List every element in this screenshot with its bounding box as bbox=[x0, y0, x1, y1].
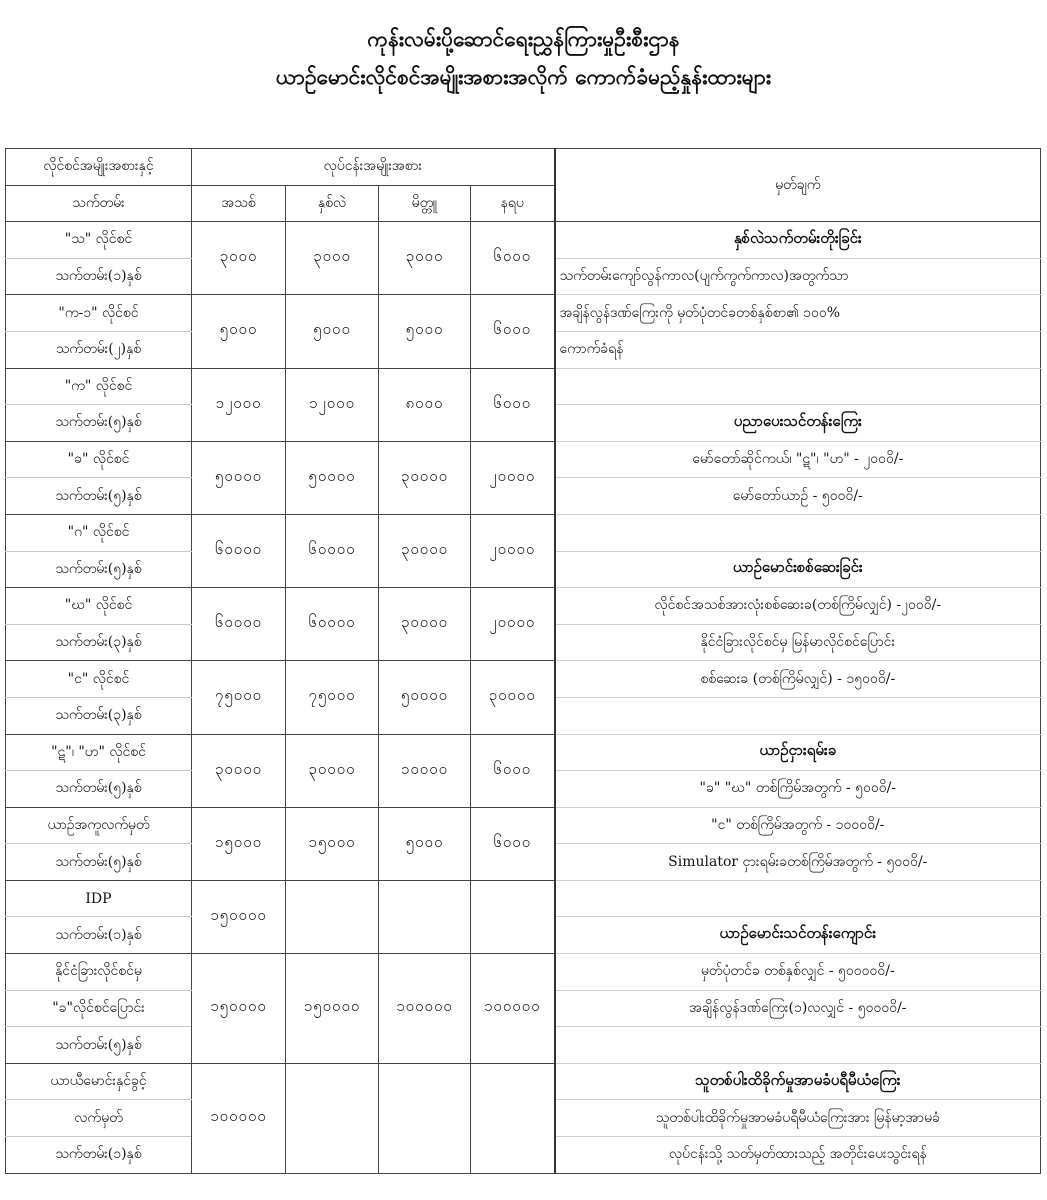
license-type: "သ" လိုင်စင် bbox=[6, 222, 192, 259]
fee-renewal: ၇၅၀၀၀ bbox=[286, 661, 379, 734]
remark-line: အချိန်လွန်ဒဏ်ကြေး(၁)လလျှင် - ၅၀၀၀၀ိ/- bbox=[555, 990, 1041, 1027]
fee-renewal: ၁၅၀၀၀ bbox=[286, 807, 379, 880]
fee-copy: ၅၀၀၀ bbox=[379, 295, 471, 368]
fee-copy: ၃၀၀၀၀ bbox=[379, 588, 471, 661]
license-type: "က" လိုင်စင် bbox=[6, 368, 192, 405]
license-type: ယာယီမောင်းနှင်ခွင့် bbox=[6, 1063, 192, 1100]
fee-copy: ၅၀၀၀ bbox=[379, 807, 471, 880]
fee-new: ၆၀၀၀၀ bbox=[192, 514, 286, 587]
remark-line bbox=[555, 880, 1041, 917]
fee-renewal: ၃၀၀၀၀ bbox=[286, 734, 379, 807]
header-nrp: နရပ bbox=[471, 185, 555, 222]
fee-table bbox=[5, 148, 1041, 1174]
license-validity: သက်တမ်း(၁)နှစ် bbox=[6, 1137, 192, 1174]
remark-line bbox=[555, 1027, 1041, 1064]
fee-nrp bbox=[471, 880, 555, 953]
fee-renewal bbox=[286, 1063, 379, 1173]
remark-line: "ခ" "ဃ" တစ်ကြိမ်အတွက် - ၅၀၀၀ိ/- bbox=[555, 771, 1041, 808]
fee-renewal: ၅၀၀၀၀ bbox=[286, 441, 379, 514]
license-type: "ဃ" လိုင်စင် bbox=[6, 588, 192, 625]
remark-line: အချိန်လွန်ဒဏ်ကြေးကို မှတ်ပုံတင်ခတစ်နှစ်စာ၏ ၁၀၀% bbox=[555, 295, 1041, 332]
remark-heading: ယာဉ်မောင်းစစ်ဆေးခြင်း bbox=[555, 551, 1041, 588]
remark-line: လုပ်ငန်းသို့ သတ်မှတ်ထားသည့် အတိုင်းပေးသွင်းရန် bbox=[555, 1137, 1041, 1174]
fee-new: ၁၅၀၀၀၀ bbox=[192, 954, 286, 1064]
license-validity: သက်တမ်း(၅)နှစ် bbox=[6, 1027, 192, 1064]
remark-line bbox=[555, 697, 1041, 734]
fee-new: ၁၅၀၀၀၀ bbox=[192, 880, 286, 953]
fee-copy: ၃၀၀၀၀ bbox=[379, 441, 471, 514]
fee-copy bbox=[379, 1063, 471, 1173]
license-validity: သက်တမ်း(၁)နှစ် bbox=[6, 917, 192, 954]
remark-line: မော်တော်ယာဉ် - ၅၀၀၀ိ/- bbox=[555, 478, 1041, 515]
fee-new: ၃၀၀၀ bbox=[192, 222, 286, 295]
fee-nrp: ၆၀၀၀ bbox=[471, 734, 555, 807]
remark-heading: ပညာပေးသင်တန်းကြေး bbox=[555, 405, 1041, 442]
remark-line: Simulator ငှားရမ်းခတစ်ကြိမ်အတွက် - ၅၀၀၀ိ/- bbox=[555, 844, 1041, 881]
fee-renewal: ၅၀၀၀ bbox=[286, 295, 379, 368]
document-subtitle: ယာဉ်မောင်းလိုင်စင်အမျိုးအစားအလိုက် ကောက်ခံမည့်နှုန်းထားများ bbox=[275, 65, 772, 89]
fee-copy: ၃၀၀၀၀ bbox=[379, 514, 471, 587]
remark-line: မှတ်ပုံတင်ခ တစ်နှစ်လျှင် - ၅၀၀၀၀၀ိ/- bbox=[555, 954, 1041, 991]
fee-nrp bbox=[471, 1063, 555, 1173]
license-detail: လက်မှတ် bbox=[6, 1100, 192, 1137]
fee-nrp: ၃၀၀၀၀ bbox=[471, 661, 555, 734]
license-validity: သက်တမ်း(၅)နှစ် bbox=[6, 478, 192, 515]
fee-nrp: ၆၀၀၀ bbox=[471, 807, 555, 880]
header-new: အသစ် bbox=[192, 185, 286, 222]
fee-renewal: ၁၅၀၀၀၀ bbox=[286, 954, 379, 1064]
remark-heading: သူတစ်ပါးထိခိုက်မှုအာမခံပရီမီယံကြေး bbox=[555, 1063, 1041, 1100]
fee-nrp: ၂၀၀၀၀ bbox=[471, 588, 555, 661]
license-type: "က-၁" လိုင်စင် bbox=[6, 295, 192, 332]
license-validity: သက်တမ်း(၁)နှစ် bbox=[6, 258, 192, 295]
remark-line: ကောက်ခံရန် bbox=[555, 331, 1041, 368]
header-renewal: နှစ်လဲ bbox=[286, 185, 379, 222]
remark-line: နိုင်ငံခြားလိုင်စင်မှ မြန်မာလိုင်စင်ပြောင်း bbox=[555, 624, 1041, 661]
fee-new: ၅၀၀၀၀ bbox=[192, 441, 286, 514]
remark-line: မော်တော်ဆိုင်ကယ်၊ "ဋ"၊ "ဟ" - ၂၀၀၀ိ/- bbox=[555, 441, 1041, 478]
fee-nrp: ၆၀၀၀ bbox=[471, 222, 555, 295]
license-validity: သက်တမ်း(၃)နှစ် bbox=[6, 624, 192, 661]
fee-nrp: ၆၀၀၀ bbox=[471, 368, 555, 441]
document-title: ကုန်းလမ်းပို့ဆောင်ရေးညွှန်ကြားမှုဦးစီးဌာန bbox=[367, 27, 680, 51]
remark-line: သက်တမ်းကျော်လွန်ကာလ(ပျက်ကွက်ကာလ)အတွက်သာ bbox=[555, 258, 1041, 295]
license-validity: သက်တမ်း(၂)နှစ် bbox=[6, 331, 192, 368]
license-validity: သက်တမ်း(၅)နှစ် bbox=[6, 844, 192, 881]
fee-nrp: ၂၀၀၀၀ bbox=[471, 441, 555, 514]
header-remarks: မှတ်ချက် bbox=[555, 149, 1041, 222]
fee-copy: ၁၀၀၀၀ bbox=[379, 734, 471, 807]
fee-renewal: ၁၂၀၀၀ bbox=[286, 368, 379, 441]
fee-new: ၆၀၀၀၀ bbox=[192, 588, 286, 661]
license-validity: သက်တမ်း(၃)နှစ် bbox=[6, 697, 192, 734]
fee-new: ၅၀၀၀ bbox=[192, 295, 286, 368]
license-type: နိုင်ငံခြားလိုင်စင်မှ bbox=[6, 954, 192, 991]
license-type: "င" လိုင်စင် bbox=[6, 661, 192, 698]
remark-heading: ယာဉ်မောင်းသင်တန်းကျောင်း bbox=[555, 917, 1041, 954]
fee-renewal: ၆၀၀၀၀ bbox=[286, 514, 379, 587]
remark-line: စစ်ဆေးခ (တစ်ကြိမ်လျှင်) - ၁၅၀၀၀ိ/- bbox=[555, 661, 1041, 698]
header-validity: သက်တမ်း bbox=[6, 185, 192, 222]
fee-copy: ၁၀၀၀၀၀ bbox=[379, 954, 471, 1064]
fee-copy: ၈၀၀၀ bbox=[379, 368, 471, 441]
remark-heading: ယာဉ်ငှားရမ်းခ bbox=[555, 734, 1041, 771]
fee-new: ၇၅၀၀၀ bbox=[192, 661, 286, 734]
fee-renewal: ၆၀၀၀၀ bbox=[286, 588, 379, 661]
fee-nrp: ၁၀၀၀၀၀ bbox=[471, 954, 555, 1064]
fee-copy: ၅၀၀၀၀ bbox=[379, 661, 471, 734]
remark-line bbox=[555, 368, 1041, 405]
remark-line: သူတစ်ပါးထိခိုက်မှုအာမခံပရီမီယံကြေးအား မြန်မာ့အာမခံ bbox=[555, 1100, 1041, 1137]
remark-heading: နှစ်လဲသက်တမ်းတိုးခြင်း bbox=[555, 222, 1041, 259]
fee-copy bbox=[379, 880, 471, 953]
fee-new: ၃၀၀၀၀ bbox=[192, 734, 286, 807]
fee-copy: ၃၀၀၀ bbox=[379, 222, 471, 295]
header-copy: မိတ္တူ bbox=[379, 185, 471, 222]
header-license-type: လိုင်စင်အမျိုးအစားနှင့် bbox=[6, 149, 192, 186]
fee-nrp: ၂၀၀၀၀ bbox=[471, 514, 555, 587]
license-type: ယာဉ်အကူလက်မှတ် bbox=[6, 807, 192, 844]
header-work-type: လုပ်ငန်းအမျိုးအစား bbox=[192, 149, 555, 186]
fee-nrp: ၆၀၀၀ bbox=[471, 295, 555, 368]
license-validity: သက်တမ်း(၅)နှစ် bbox=[6, 551, 192, 588]
license-type: "ဋ"၊ "ဟ" လိုင်စင် bbox=[6, 734, 192, 771]
fee-new: ၁၀၀၀၀၀ bbox=[192, 1063, 286, 1173]
license-type: "ဂ" လိုင်စင် bbox=[6, 514, 192, 551]
fee-renewal bbox=[286, 880, 379, 953]
remark-line: "င" တစ်ကြိမ်အတွက် - ၁၀၀၀၀ိ/- bbox=[555, 807, 1041, 844]
license-validity: သက်တမ်း(၅)နှစ် bbox=[6, 405, 192, 442]
fee-new: ၁၅၀၀၀ bbox=[192, 807, 286, 880]
fee-renewal: ၃၀၀၀ bbox=[286, 222, 379, 295]
license-detail: "ခ"လိုင်စင်ပြောင်း bbox=[6, 990, 192, 1027]
license-type: "ခ" လိုင်စင် bbox=[6, 441, 192, 478]
license-type: IDP bbox=[6, 880, 192, 917]
remark-line: လိုင်စင်အသစ်အားလုံးစစ်ဆေးခ(တစ်ကြိမ်လျှင်) -၂၀၀၀ိ/- bbox=[555, 588, 1041, 625]
license-validity: သက်တမ်း(၅)နှစ် bbox=[6, 771, 192, 808]
remark-line bbox=[555, 514, 1041, 551]
fee-new: ၁၂၀၀၀ bbox=[192, 368, 286, 441]
